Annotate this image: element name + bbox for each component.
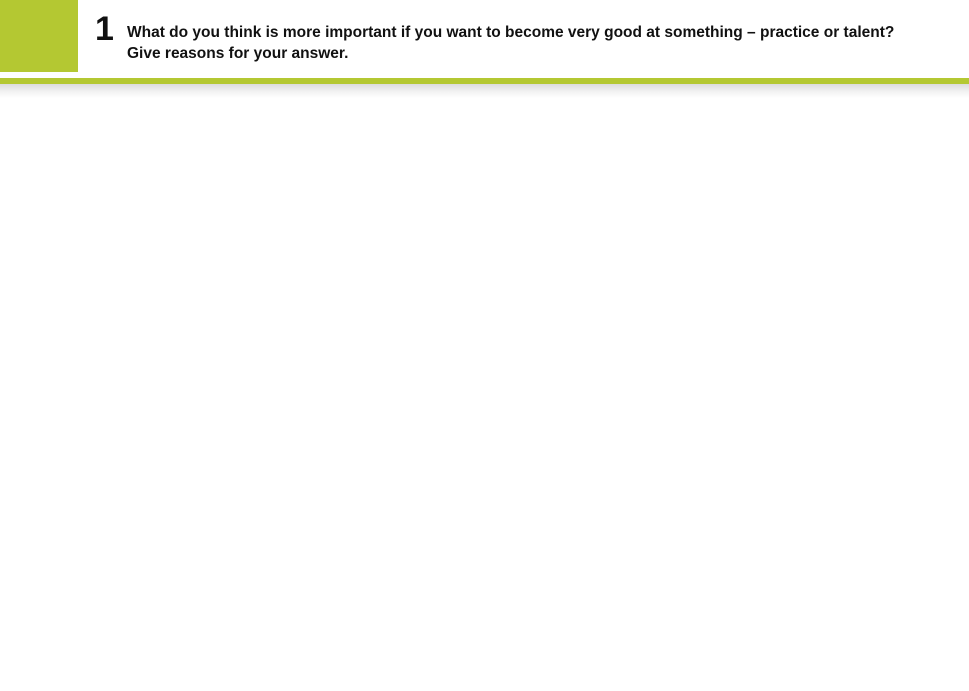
divider-shadow [0, 84, 969, 98]
question-number: 1 [95, 10, 114, 48]
accent-square [0, 0, 78, 72]
question-text: What do you think is more important if you want to become very good at something – practice or talent? Give reasons for your answer. [127, 24, 895, 62]
content-area-empty [0, 98, 969, 691]
